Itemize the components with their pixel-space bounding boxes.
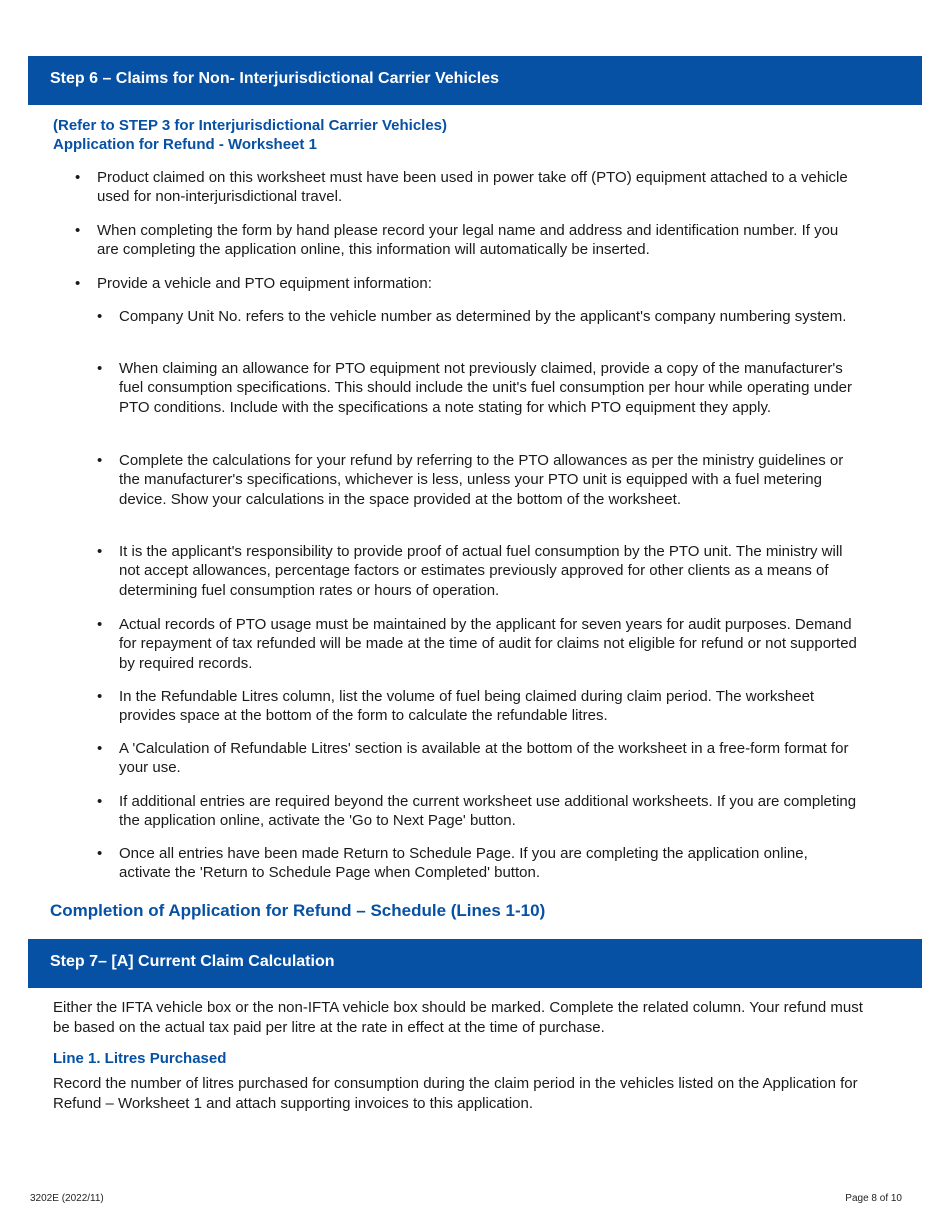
bullet-marker: • bbox=[75, 222, 81, 239]
step6-bullet: • Provide a vehicle and PTO equipment information: bbox=[75, 275, 432, 292]
bullet-marker: • bbox=[97, 452, 103, 469]
form-id: 3202E (2022/11) bbox=[30, 1193, 104, 1204]
worksheet-title: Application for Refund - Worksheet 1 bbox=[53, 136, 317, 153]
step7-title: Step 7– [A] Current Claim Calculation bbox=[50, 953, 335, 970]
bullet-marker: • bbox=[97, 740, 103, 757]
bullet-marker: • bbox=[75, 169, 81, 186]
step6-bullet: • When completing the form by hand please record your legal name and address and identification number. If you are completing the application online, this information will automatically be inserted. bbox=[75, 222, 839, 259]
line1-text: Record the number of litres purchased for consumption during the claim period in the vehicles listed on the Application for Refund – Worksheet 1 and attach supporting invoices to this application. bbox=[53, 1075, 858, 1112]
bullet-marker: • bbox=[97, 793, 103, 810]
pto-sub-bullet: • A 'Calculation of Refundable Litres' section is available at the bottom of the worksheet in a free-form format for your use. bbox=[97, 740, 849, 777]
pto-sub-bullet: • Actual records of PTO usage must be maintained by the applicant for seven years for audit purposes. Demand for repayment of tax refunded will be made at the time of audit for claims not eligible for refund or not supported by required records. bbox=[97, 616, 857, 672]
bullet-marker: • bbox=[75, 275, 81, 292]
pto-sub-bullet: • Complete the calculations for your refund by referring to the PTO allowances as per the ministry guidelines or the manufacturer's specifications, whichever is less, unless your PTO unit is equipped with a fuel metering device. Show your calculations in the space provided at the bottom of the worksheet. bbox=[97, 452, 844, 508]
bullet-marker: • bbox=[97, 308, 103, 325]
line1-heading: Line 1. Litres Purchased bbox=[53, 1050, 227, 1067]
step7-header-band bbox=[28, 939, 922, 988]
pto-sub-bullet: • When claiming an allowance for PTO equipment not previously claimed, provide a copy of the manufacturer's fuel consumption specifications. This should include the unit's fuel consumption per hour while operating under PTO conditions. Include with the specifications a note stating for which PTO equipment they apply. bbox=[97, 360, 853, 416]
completion-heading: Completion of Application for Refund – Schedule (Lines 1-10) bbox=[50, 901, 546, 920]
bullet-marker: • bbox=[97, 360, 103, 377]
pto-sub-bullet: • In the Refundable Litres column, list the volume of fuel being claimed during claim period. The worksheet provides space at the bottom of the form to calculate the refundable litres. bbox=[97, 688, 815, 725]
step7-intro: Either the IFTA vehicle box or the non-IFTA vehicle box should be marked. Complete the related column. Your refund must be based on the actual tax paid per litre at the rate in effect at the time of purchase. bbox=[53, 999, 863, 1036]
bullet-marker: • bbox=[97, 543, 103, 560]
refer-note: (Refer to STEP 3 for Interjurisdictional Carrier Vehicles) bbox=[53, 117, 448, 134]
bullet-marker: • bbox=[97, 845, 103, 862]
pto-sub-bullet: • Once all entries have been made Return to Schedule Page. If you are completing the application online, activate the 'Return to Schedule Page when Completed' button. bbox=[97, 845, 808, 882]
step6-bullet: • Product claimed on this worksheet must have been used in power take off (PTO) equipment attached to a vehicle used for non-interjurisdictional travel. bbox=[75, 169, 848, 206]
bullet-marker: • bbox=[97, 616, 103, 633]
pto-sub-bullet: • If additional entries are required beyond the current worksheet use additional worksheets. If you are completing the application online, activate the 'Go to Next Page' button. bbox=[97, 793, 857, 830]
step6-title: Step 6 – Claims for Non- Interjurisdictional Carrier Vehicles bbox=[50, 70, 500, 87]
pto-sub-bullet: • It is the applicant's responsibility to provide proof of actual fuel consumption by the PTO unit. The ministry will not accept allowances, percentage factors or estimates previously approved for other clients as a means of determining fuel consumption rates or hours of operation. bbox=[97, 543, 843, 599]
page-number: Page 8 of 10 bbox=[845, 1193, 902, 1204]
pto-sub-bullet: • Company Unit No. refers to the vehicle number as determined by the applicant's company numbering system. bbox=[97, 308, 847, 325]
bullet-marker: • bbox=[97, 688, 103, 705]
step6-header-band bbox=[28, 56, 922, 105]
